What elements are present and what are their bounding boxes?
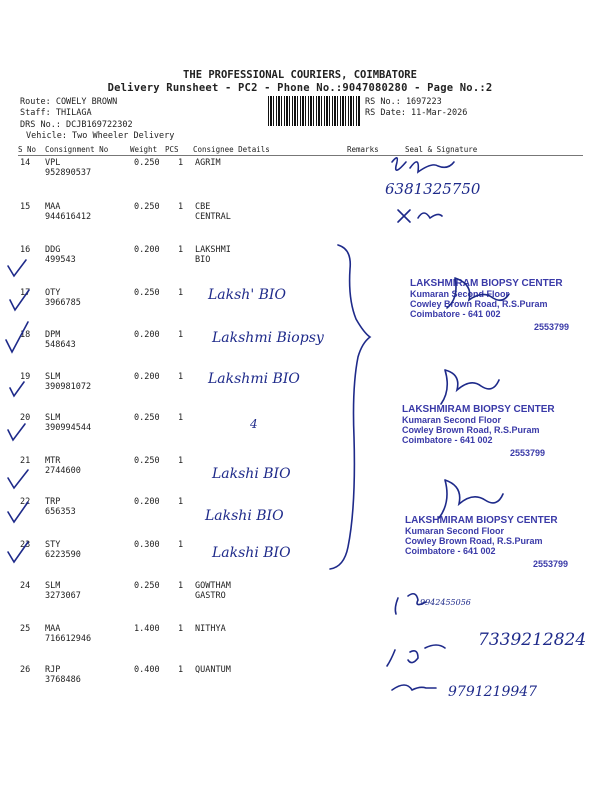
row-sno: 23	[20, 540, 31, 550]
row-weight: 0.250	[134, 581, 160, 591]
signature-icon	[398, 210, 442, 222]
drs-number: DRS No.: DCJB169722302	[20, 120, 133, 130]
row-consignment: STY 6223590	[45, 540, 81, 560]
vehicle-label: Vehicle: Two Wheeler Delivery	[26, 131, 175, 141]
runsheet-title: THE PROFESSIONAL COURIERS, COIMBATORE	[183, 69, 417, 81]
signature-icon	[439, 480, 503, 518]
row-weight: 0.250	[134, 413, 160, 423]
signature-icon	[395, 594, 426, 614]
checkmark-icon	[8, 502, 28, 522]
row-pcs: 1	[178, 245, 184, 255]
rs-date: RS Date: 11-Mar-2026	[365, 108, 468, 118]
handwritten-note: Lakshmi Biopsy	[212, 330, 324, 346]
row-pcs: 1	[178, 540, 184, 550]
col-sno: S No	[18, 145, 37, 154]
row-pcs: 1	[178, 372, 184, 382]
stamp-phone: 2553799	[510, 448, 546, 458]
row-weight: 0.200	[134, 372, 160, 382]
staff-label: Staff: THILAGA	[20, 108, 92, 118]
signature-icon	[392, 685, 436, 690]
signature-icon	[441, 370, 499, 404]
checkmark-icon	[6, 322, 31, 352]
row-consignment: VPL 952890537	[45, 158, 92, 178]
checkmark-icon	[8, 424, 25, 440]
col-seal: Seal & Signature	[405, 145, 478, 154]
row-weight: 0.200	[134, 245, 160, 255]
stamp-line: Cowley Brown Road, R.S.Puram	[410, 299, 548, 309]
row-consignee: NITHYA	[195, 624, 226, 634]
row-sno: 24	[20, 581, 31, 591]
handwritten-note: 4	[250, 417, 258, 431]
row-weight: 1.400	[134, 624, 160, 634]
row-pcs: 1	[178, 288, 184, 298]
row-weight: 0.200	[134, 497, 160, 507]
row-consignment: MAA 716612946	[45, 624, 92, 644]
row-sno: 20	[20, 413, 31, 423]
row-weight: 0.250	[134, 456, 160, 466]
handwritten-phone: 6381325750	[385, 180, 481, 198]
row-pcs: 1	[178, 202, 184, 212]
row-weight: 0.250	[134, 202, 160, 212]
row-sno: 22	[20, 497, 31, 507]
route-label: Route: COWELY BROWN	[20, 97, 118, 107]
row-consignment: TRP 656353	[45, 497, 76, 517]
row-sno: 15	[20, 202, 31, 212]
stamp-phone: 2553799	[534, 322, 570, 332]
row-consignee: GOWTHAM GASTRO	[195, 581, 231, 601]
row-consignment: MAA 944616412	[45, 202, 92, 222]
stamp-line: Coimbatore - 641 002	[410, 309, 501, 319]
handwritten-note: Lakshi BIO	[212, 466, 291, 482]
checkmark-icon	[8, 260, 26, 276]
row-pcs: 1	[178, 497, 184, 507]
row-consignment: SLM 3273067	[45, 581, 81, 601]
checkmark-icon	[10, 382, 24, 396]
rs-number: RS No.: 1697223	[365, 97, 442, 107]
row-consignee: CBE CENTRAL	[195, 202, 231, 222]
stamp-line: Cowley Brown Road, R.S.Puram	[405, 536, 543, 546]
stamp-name: LAKSHMIRAM BIOPSY CENTER	[410, 278, 563, 289]
row-pcs: 1	[178, 665, 184, 675]
handwritten-note: Laksh' BIO	[208, 287, 286, 303]
row-consignment: DPM 548643	[45, 330, 76, 350]
handwritten-note: Lakshi BIO	[205, 508, 284, 524]
row-consignment: DDG 499543	[45, 245, 76, 265]
col-consignment: Consignment No	[45, 145, 109, 154]
row-weight: 0.300	[134, 540, 160, 550]
row-consignment: RJP 3768486	[45, 665, 81, 685]
stamp-line: Kumaran Second Floor	[410, 289, 510, 299]
col-weight: Weight	[130, 145, 158, 154]
stamp-line: Coimbatore - 641 002	[402, 435, 493, 445]
stamp-line: Coimbatore - 641 002	[405, 546, 496, 556]
col-remarks: Remarks	[347, 145, 379, 154]
row-pcs: 1	[178, 581, 184, 591]
stamp-line: Cowley Brown Road, R.S.Puram	[402, 425, 540, 435]
stamp-line: Kumaran Second Floor	[402, 415, 502, 425]
stamp-phone: 2553799	[533, 559, 569, 569]
row-sno: 17	[20, 288, 31, 298]
stamp-name: LAKSHMIRAM BIOPSY CENTER	[405, 515, 558, 526]
col-consignee: Consignee Details	[193, 145, 270, 154]
row-sno: 16	[20, 245, 31, 255]
row-sno: 25	[20, 624, 31, 634]
row-pcs: 1	[178, 456, 184, 466]
row-weight: 0.200	[134, 330, 160, 340]
row-sno: 21	[20, 456, 31, 466]
row-pcs: 1	[178, 413, 184, 423]
signature-icon	[447, 278, 509, 308]
row-consignment: SLM 390981072	[45, 372, 92, 392]
runsheet-subtitle: Delivery Runsheet - PC2 - Phone No.:9047080280 - Page No.:2	[107, 82, 493, 94]
handwritten-note: Lakshmi BIO	[208, 371, 300, 387]
row-consignee: QUANTUM	[195, 665, 231, 675]
stamp-name: LAKSHMIRAM BIOPSY CENTER	[402, 404, 555, 415]
row-consignment: SLM 390994544	[45, 413, 92, 433]
stamp-line: Kumaran Second Floor	[405, 526, 505, 536]
col-pcs: PCS	[165, 145, 179, 154]
row-consignee: AGRIM	[195, 158, 221, 168]
brace-icon	[330, 245, 370, 569]
signature-icon	[387, 645, 445, 666]
row-consignee: LAKSHMI BIO	[195, 245, 231, 265]
row-weight: 0.250	[134, 288, 160, 298]
handwritten-phone: 9791219947	[448, 684, 538, 700]
row-pcs: 1	[178, 624, 184, 634]
row-sno: 19	[20, 372, 31, 382]
row-consignment: OTY 3966785	[45, 288, 81, 308]
handwritten-note: Lakshi BIO	[212, 545, 291, 561]
row-sno: 18	[20, 330, 31, 340]
checkmark-icon	[8, 540, 31, 562]
checkmark-icon	[10, 290, 29, 310]
handwritten-phone: 9942455056	[420, 598, 471, 607]
row-sno: 14	[20, 158, 31, 168]
handwritten-phone: 7339212824	[478, 630, 587, 650]
row-pcs: 1	[178, 330, 184, 340]
signature-icon	[392, 158, 454, 172]
row-consignment: MTR 2744600	[45, 456, 81, 476]
checkmark-icon	[8, 470, 28, 488]
row-weight: 0.250	[134, 158, 160, 168]
row-sno: 26	[20, 665, 31, 675]
row-weight: 0.400	[134, 665, 160, 675]
row-pcs: 1	[178, 158, 184, 168]
